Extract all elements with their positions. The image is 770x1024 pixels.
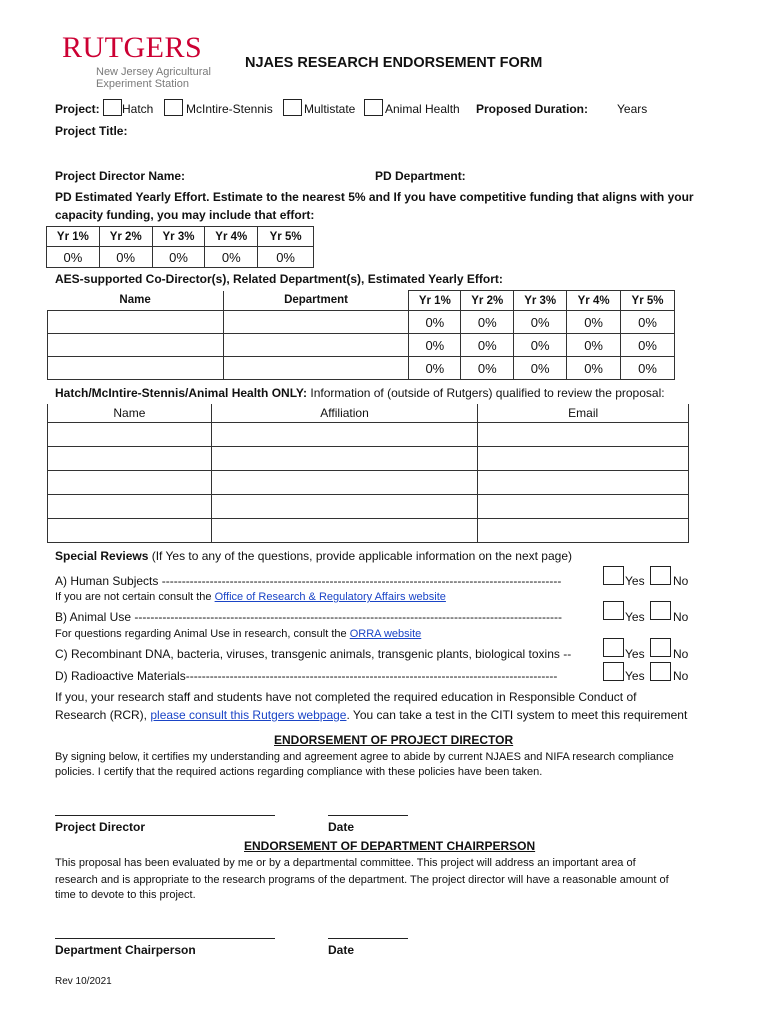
codirector-effort-field[interactable]: 0% bbox=[514, 334, 567, 357]
form-title: NJAES RESEARCH ENDORSEMENT FORM bbox=[245, 55, 543, 71]
codirector-effort-field[interactable]: 0% bbox=[409, 311, 461, 334]
reviewer-email-header: Email bbox=[478, 404, 689, 422]
effort-text-2: capacity funding, you may include that effort: bbox=[55, 208, 315, 222]
rutgers-webpage-link[interactable]: please consult this Rutgers webpage bbox=[150, 708, 347, 722]
mcintire-stennis-label: McIntire-Stennis bbox=[186, 102, 273, 116]
codirector-effort-field[interactable]: 0% bbox=[461, 334, 514, 357]
codirector-effort-field[interactable]: 0% bbox=[514, 357, 567, 380]
orra-link[interactable]: ORRA website bbox=[349, 628, 422, 640]
chair-date-line[interactable] bbox=[328, 938, 408, 939]
yes-label: Yes bbox=[625, 610, 645, 624]
codirector-name-field[interactable] bbox=[48, 311, 224, 334]
codirector-effort-field[interactable]: 0% bbox=[567, 357, 621, 380]
pd-date-line[interactable] bbox=[328, 815, 408, 816]
codirector-effort-field[interactable]: 0% bbox=[621, 311, 675, 334]
animal-health-checkbox[interactable] bbox=[364, 99, 383, 116]
rcr-text-2b: . You can take a test in the CITI system to meet this requirement bbox=[346, 708, 688, 722]
special-reviews-heading-bold: Special Reviews bbox=[55, 549, 149, 563]
radioactive-question: D) Radioactive Materials--------------------------------------------------------------------------------------------- bbox=[55, 669, 558, 683]
effort-value-field[interactable]: 0% bbox=[47, 247, 100, 268]
duration-label: Proposed Duration: bbox=[476, 102, 589, 116]
reviewer-name-field[interactable] bbox=[48, 422, 212, 446]
reviewer-email-field[interactable] bbox=[478, 470, 689, 494]
no-label: No bbox=[673, 574, 689, 588]
reviewer-name-field[interactable] bbox=[48, 446, 212, 470]
codirector-name-field[interactable] bbox=[48, 334, 224, 357]
chair-signature-label: Department Chairperson bbox=[55, 943, 196, 957]
codirector-dept-header: Department bbox=[223, 291, 409, 311]
reviewer-name-field[interactable] bbox=[48, 518, 212, 542]
codirector-name-header: Name bbox=[48, 291, 224, 311]
reviewer-affiliation-field[interactable] bbox=[211, 518, 478, 542]
effort-header: Yr 2% bbox=[99, 227, 152, 247]
animal-use-question: B) Animal Use ----------------------------------------------------------------------------------------------------------- bbox=[55, 610, 562, 624]
effort-header: Yr 1% bbox=[47, 227, 100, 247]
reviewers-heading-rest: Information of (outside of Rutgers) qualified to review the proposal: bbox=[307, 386, 665, 400]
chair-endorsement-text-3: time to devote to this project. bbox=[55, 889, 196, 901]
codirector-effort-field[interactable]: 0% bbox=[621, 357, 675, 380]
hatch-label: Hatch bbox=[122, 102, 154, 116]
reviewers-heading bbox=[55, 386, 665, 400]
chair-date-label: Date bbox=[328, 943, 355, 957]
special-reviews-heading-rest: (If Yes to any of the questions, provide applicable information on the next page) bbox=[148, 549, 572, 563]
effort-value-field[interactable]: 0% bbox=[205, 247, 258, 268]
codirectors-heading: AES-supported Co-Director(s), Related Department(s), Estimated Yearly Effort: bbox=[55, 272, 503, 286]
codirector-effort-field[interactable]: 0% bbox=[567, 311, 621, 334]
yes-label: Yes bbox=[625, 574, 645, 588]
pd-name-label: Project Director Name: bbox=[55, 169, 186, 183]
effort-value-field[interactable]: 0% bbox=[99, 247, 152, 268]
multistate-checkbox[interactable] bbox=[283, 99, 302, 116]
pd-endorsement-heading: ENDORSEMENT OF PROJECT DIRECTOR bbox=[274, 733, 514, 747]
codirector-yr-header: Yr 2% bbox=[461, 291, 514, 311]
rcr-text-1: If you, your research staff and students have not completed the required education in Responsible Conduct of bbox=[55, 690, 637, 704]
recombinant-dna-no-checkbox[interactable] bbox=[650, 638, 671, 657]
effort-value-field[interactable]: 0% bbox=[258, 247, 314, 268]
duration-unit: Years bbox=[617, 102, 648, 116]
mcintire-stennis-checkbox[interactable] bbox=[164, 99, 183, 116]
recombinant-dna-yes-checkbox[interactable] bbox=[603, 638, 624, 657]
codirector-yr-header: Yr 1% bbox=[409, 291, 461, 311]
human-subjects-question: A) Human Subjects ---------------------------------------------------------------------------------------------------- bbox=[55, 574, 562, 588]
reviewer-affiliation-field[interactable] bbox=[211, 446, 478, 470]
effort-header: Yr 3% bbox=[152, 227, 205, 247]
codirector-dept-field[interactable] bbox=[223, 311, 409, 334]
yes-label: Yes bbox=[625, 669, 645, 683]
codirector-effort-field[interactable]: 0% bbox=[409, 334, 461, 357]
pd-signature-label: Project Director bbox=[55, 820, 146, 834]
chair-endorsement-heading: ENDORSEMENT OF DEPARTMENT CHAIRPERSON bbox=[244, 839, 536, 853]
reviewers-heading-bold: Hatch/McIntire-Stennis/Animal Health ONLY: bbox=[55, 386, 308, 400]
project-label: Project: bbox=[55, 102, 100, 116]
codirector-effort-field[interactable]: 0% bbox=[461, 311, 514, 334]
hatch-checkbox[interactable] bbox=[103, 99, 122, 116]
reviewers-table bbox=[47, 404, 689, 543]
reviewer-affiliation-field[interactable] bbox=[211, 470, 478, 494]
reviewer-name-header: Name bbox=[48, 404, 212, 422]
no-label: No bbox=[673, 669, 689, 683]
codirector-yr-header: Yr 3% bbox=[514, 291, 567, 311]
reviewer-email-field[interactable] bbox=[478, 518, 689, 542]
chair-endorsement-text-2: research and is appropriate to the research programs of the department. The project director will have a reasonable amount of bbox=[55, 874, 669, 886]
codirector-dept-field[interactable] bbox=[223, 334, 409, 357]
reviewer-affiliation-header: Affiliation bbox=[211, 404, 478, 422]
reviewer-email-field[interactable] bbox=[478, 422, 689, 446]
rcr-text-2 bbox=[55, 708, 687, 722]
human-subjects-note bbox=[55, 591, 446, 603]
pd-endorsement-text-1: By signing below, it certifies my understanding and agreement agree to abide by current NJAES and NIFA research compliance bbox=[55, 751, 674, 763]
animal-use-no-checkbox[interactable] bbox=[650, 601, 671, 620]
multistate-label: Multistate bbox=[304, 102, 356, 116]
codirector-effort-field[interactable]: 0% bbox=[409, 357, 461, 380]
pd-date-label: Date bbox=[328, 820, 355, 834]
codirector-effort-field[interactable]: 0% bbox=[621, 334, 675, 357]
no-label: No bbox=[673, 610, 689, 624]
pd-department-label: PD Department: bbox=[375, 169, 466, 183]
reviewer-affiliation-field[interactable] bbox=[211, 422, 478, 446]
codirector-yr-header: Yr 4% bbox=[567, 291, 621, 311]
recombinant-dna-question: C) Recombinant DNA, bacteria, viruses, transgenic animals, transgenic plants, biological toxins -- bbox=[55, 647, 572, 661]
effort-header: Yr 4% bbox=[205, 227, 258, 247]
animal-use-note bbox=[55, 628, 421, 640]
codirector-effort-field[interactable]: 0% bbox=[461, 357, 514, 380]
radioactive-no-checkbox[interactable] bbox=[650, 662, 671, 681]
no-label: No bbox=[673, 647, 689, 661]
animal-use-note-text: For questions regarding Animal Use in research, consult the bbox=[55, 628, 350, 640]
human-subjects-no-checkbox[interactable] bbox=[650, 566, 671, 585]
chair-signature-line[interactable] bbox=[55, 938, 275, 939]
reviewer-name-field[interactable] bbox=[48, 470, 212, 494]
codirector-effort-field[interactable]: 0% bbox=[514, 311, 567, 334]
special-reviews-heading bbox=[55, 549, 572, 563]
reviewer-email-field[interactable] bbox=[478, 494, 689, 518]
project-title-label: Project Title: bbox=[55, 124, 128, 138]
revision-label: Rev 10/2021 bbox=[55, 976, 112, 987]
codirectors-table bbox=[47, 290, 675, 380]
animal-health-label: Animal Health bbox=[385, 102, 460, 116]
reviewer-email-field[interactable] bbox=[478, 446, 689, 470]
pd-endorsement-text-2: policies. I certify that the required actions regarding compliance with these policies have been taken. bbox=[55, 766, 543, 778]
rcr-text-2a: Research (RCR), bbox=[55, 708, 151, 722]
animal-use-yes-checkbox[interactable] bbox=[603, 601, 624, 620]
reviewer-affiliation-field[interactable] bbox=[211, 494, 478, 518]
codirector-effort-field[interactable]: 0% bbox=[567, 334, 621, 357]
chair-endorsement-text-1: This proposal has been evaluated by me or by a departmental committee. This project will address an important area of bbox=[55, 857, 636, 869]
effort-value-field[interactable]: 0% bbox=[152, 247, 205, 268]
logo-subtitle-2: Experiment Station bbox=[96, 78, 189, 90]
human-subjects-yes-checkbox[interactable] bbox=[603, 566, 624, 585]
radioactive-yes-checkbox[interactable] bbox=[603, 662, 624, 681]
human-subjects-note-text: If you are not certain consult the bbox=[55, 591, 215, 603]
effort-text-1: PD Estimated Yearly Effort. Estimate to the nearest 5% and If you have competitive funding that aligns with your bbox=[55, 190, 694, 204]
rutgers-logo: RUTGERS bbox=[62, 31, 203, 64]
logo-subtitle-1: New Jersey Agricultural bbox=[96, 66, 211, 78]
codirector-dept-field[interactable] bbox=[223, 357, 409, 380]
pd-effort-table bbox=[46, 226, 314, 268]
codirector-name-field[interactable] bbox=[48, 357, 224, 380]
codirector-yr-header: Yr 5% bbox=[621, 291, 675, 311]
yes-label: Yes bbox=[625, 647, 645, 661]
pd-signature-line[interactable] bbox=[55, 815, 275, 816]
orra-website-link[interactable]: Office of Research & Regulatory Affairs website bbox=[214, 591, 446, 603]
reviewer-name-field[interactable] bbox=[48, 494, 212, 518]
effort-header: Yr 5% bbox=[258, 227, 314, 247]
